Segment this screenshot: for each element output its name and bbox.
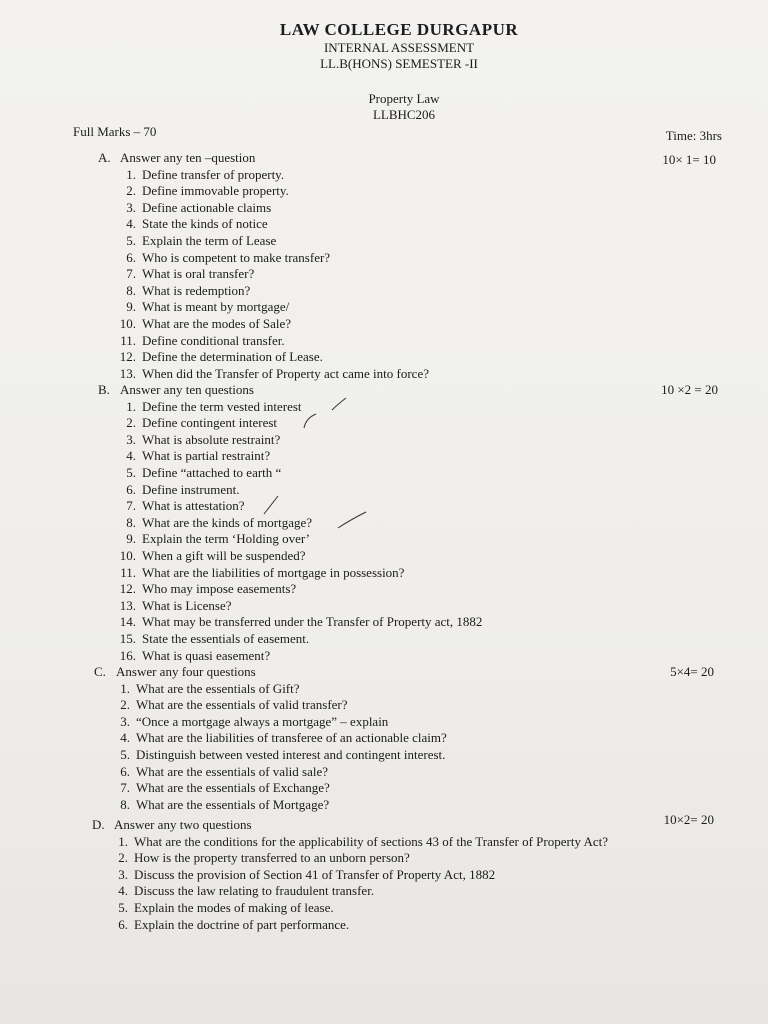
question-text: What is quasi easement? (142, 647, 271, 663)
question-item (106, 764, 447, 781)
question-item (112, 515, 482, 532)
question-text: When a gift will be suspended? (142, 547, 306, 563)
question-item (112, 399, 482, 416)
question-text: State the kinds of notice (142, 216, 268, 232)
subject-block (20, 91, 768, 123)
section-letter: D. (92, 817, 105, 832)
question-list (112, 399, 482, 665)
pen-tick-mark (336, 510, 368, 530)
section-letter: C. (94, 664, 106, 679)
question-number: 2. (126, 183, 136, 199)
question-number: 6. (118, 916, 128, 932)
question-item (112, 250, 429, 267)
question-text: How is the property transferred to an unborn person? (134, 850, 410, 866)
question-text: State the essentials of easement. (142, 630, 310, 646)
section-title: Answer any four questions (116, 664, 256, 679)
question-text: Discuss the provision of Section 41 of Transfer of Property Act, 1882 (134, 866, 496, 882)
question-number: 2. (126, 415, 136, 431)
question-text: What is partial restraint? (142, 448, 271, 464)
subject-code: LLBHC206 (372, 107, 436, 122)
question-number: 3. (126, 199, 136, 215)
question-text: Define actionable claims (142, 199, 272, 215)
question-item (112, 465, 482, 482)
pen-tick-mark (300, 412, 320, 430)
question-item (112, 415, 482, 432)
pen-tick-mark (262, 494, 282, 516)
question-item (112, 448, 482, 465)
question-item (112, 216, 429, 233)
question-item (112, 581, 482, 598)
question-number: 8. (120, 796, 130, 812)
question-number: 3. (126, 431, 136, 447)
full-marks: Full Marks – 70 (73, 124, 157, 139)
question-number: 11. (120, 564, 136, 580)
question-item (104, 867, 608, 884)
question-number: 5. (126, 464, 136, 480)
section-title: Answer any two questions (114, 817, 252, 832)
question-item (106, 697, 447, 714)
section-a (98, 150, 429, 382)
question-number: 10. (119, 547, 136, 563)
section-title: Answer any ten –question (120, 150, 256, 165)
question-number: 1. (118, 833, 128, 849)
question-number: 12. (119, 349, 136, 365)
question-item (106, 780, 447, 797)
question-text: What is License? (142, 597, 232, 613)
question-number: 7. (126, 266, 136, 282)
question-number: 2. (118, 850, 128, 866)
assessment-title: INTERNAL ASSESSMENT (323, 40, 475, 55)
question-number: 6. (120, 763, 130, 779)
program-title: LL.B(HONS) SEMESTER -II (320, 56, 478, 71)
question-list (106, 681, 447, 814)
question-text: “Once a mortgage always a mortgage” – explain (136, 713, 389, 729)
question-list (112, 167, 429, 383)
question-item (106, 747, 447, 764)
section-heading (92, 817, 608, 834)
section-b (98, 382, 482, 664)
question-item (112, 565, 482, 582)
question-number: 8. (126, 282, 136, 298)
section-d-marks: 10×2= 20 (663, 812, 714, 827)
question-item (104, 883, 608, 900)
question-item (104, 917, 608, 934)
question-item (112, 316, 429, 333)
question-item (112, 482, 482, 499)
question-number: 13. (119, 597, 136, 613)
question-text: What are the essentials of Gift? (136, 680, 300, 696)
question-text: What is meant by mortgage/ (142, 299, 290, 315)
question-text: What are the essentials of Exchange? (136, 780, 330, 796)
question-text: Explain the term ‘Holding over’ (142, 531, 310, 547)
question-item (112, 648, 482, 665)
question-text: What are the conditions for the applicability of sections 43 of the Transfer of Property Act? (134, 833, 609, 849)
question-text: Define the term vested interest (142, 398, 302, 414)
question-number: 4. (120, 730, 130, 746)
question-item (112, 432, 482, 449)
question-text: Define contingent interest (142, 415, 278, 431)
question-number: 3. (120, 713, 130, 729)
question-item (112, 548, 482, 565)
question-item (112, 200, 429, 217)
question-text: What is oral transfer? (142, 266, 255, 282)
question-number: 1. (126, 166, 136, 182)
section-c (94, 664, 447, 813)
question-number: 3. (118, 866, 128, 882)
question-item (104, 834, 608, 851)
subject-name: Property Law (368, 91, 440, 106)
question-number: 9. (126, 299, 136, 315)
pen-tick-mark (330, 396, 350, 414)
question-number: 11. (120, 332, 136, 348)
question-text: Explain the modes of making of lease. (134, 899, 334, 915)
question-number: 6. (126, 481, 136, 497)
question-number: 1. (120, 680, 130, 696)
section-b-marks: 10 ×2 = 20 (661, 382, 718, 397)
question-number: 4. (118, 883, 128, 899)
question-text: What is redemption? (142, 282, 251, 298)
question-number: 6. (126, 249, 136, 265)
question-item (112, 266, 429, 283)
question-text: Discuss the law relating to fraudulent transfer. (134, 883, 375, 899)
question-item (112, 167, 429, 184)
question-number: 5. (126, 232, 136, 248)
question-item (106, 797, 447, 814)
question-number: 4. (126, 448, 136, 464)
question-text: Explain the term of Lease (142, 232, 277, 248)
section-d (92, 817, 608, 933)
question-item (112, 299, 429, 316)
question-item (104, 900, 608, 917)
question-text: What are the essentials of valid transfer? (136, 697, 348, 713)
question-text: Distinguish between vested interest and contingent interest. (136, 746, 446, 762)
question-number: 7. (120, 780, 130, 796)
question-item (106, 714, 447, 731)
question-text: Define “attached to earth “ (142, 464, 282, 480)
question-text: When did the Transfer of Property act came into force? (142, 365, 429, 381)
question-item (112, 333, 429, 350)
question-number: 16. (119, 647, 136, 663)
question-item (112, 631, 482, 648)
question-text: What are the kinds of mortgage? (142, 514, 313, 530)
section-c-marks: 5×4= 20 (670, 664, 714, 679)
question-number: 15. (119, 630, 136, 646)
question-text: What are the essentials of valid sale? (136, 763, 329, 779)
question-item (112, 283, 429, 300)
question-item (112, 598, 482, 615)
question-number: 7. (126, 498, 136, 514)
question-text: What are the liabilities of transferee of an actionable claim? (136, 730, 447, 746)
question-item (106, 730, 447, 747)
section-letter: B. (98, 382, 110, 397)
question-text: Define conditional transfer. (142, 332, 285, 348)
question-number: 9. (126, 531, 136, 547)
question-text: Explain the doctrine of part performance. (134, 916, 350, 932)
question-text: What are the modes of Sale? (142, 315, 292, 331)
question-item (112, 349, 429, 366)
question-number: 5. (118, 899, 128, 915)
question-item (106, 681, 447, 698)
question-number: 12. (119, 581, 136, 597)
question-number: 1. (126, 398, 136, 414)
question-item (112, 233, 429, 250)
section-heading (98, 150, 429, 167)
question-item (112, 183, 429, 200)
section-title: Answer any ten questions (120, 382, 254, 397)
question-text: Who may impose easements? (142, 581, 297, 597)
section-heading (94, 664, 447, 681)
question-item (104, 850, 608, 867)
question-number: 8. (126, 514, 136, 530)
question-text: Define the determination of Lease. (142, 349, 323, 365)
question-text: What is absolute restraint? (142, 431, 281, 447)
question-text: What may be transferred under the Transfer of Property act, 1882 (142, 614, 483, 630)
question-text: Define transfer of property. (142, 166, 285, 182)
section-a-marks: 10× 1= 10 (662, 152, 716, 167)
paper-header (0, 20, 768, 72)
question-text: Define instrument. (142, 481, 240, 497)
question-text: What are the liabilities of mortgage in possession? (142, 564, 405, 580)
question-text: Who is competent to make transfer? (142, 249, 331, 265)
question-number: 10. (119, 315, 136, 331)
question-number: 4. (126, 216, 136, 232)
question-number: 14. (119, 614, 136, 630)
section-letter: A. (98, 150, 111, 165)
question-text: What are the essentials of Mortgage? (136, 796, 330, 812)
question-item (112, 531, 482, 548)
question-list (104, 834, 608, 934)
question-text: What is attestation? (142, 498, 245, 514)
question-number: 5. (120, 746, 130, 762)
question-text: Define immovable property. (142, 183, 289, 199)
section-heading (98, 382, 482, 399)
college-name: LAW COLLEGE DURGAPUR (279, 20, 519, 39)
question-number: 2. (120, 697, 130, 713)
time-allowed: Time: 3hrs (665, 128, 722, 143)
question-item (112, 366, 429, 383)
question-item (112, 614, 482, 631)
question-item (112, 498, 482, 515)
question-number: 13. (119, 365, 136, 381)
